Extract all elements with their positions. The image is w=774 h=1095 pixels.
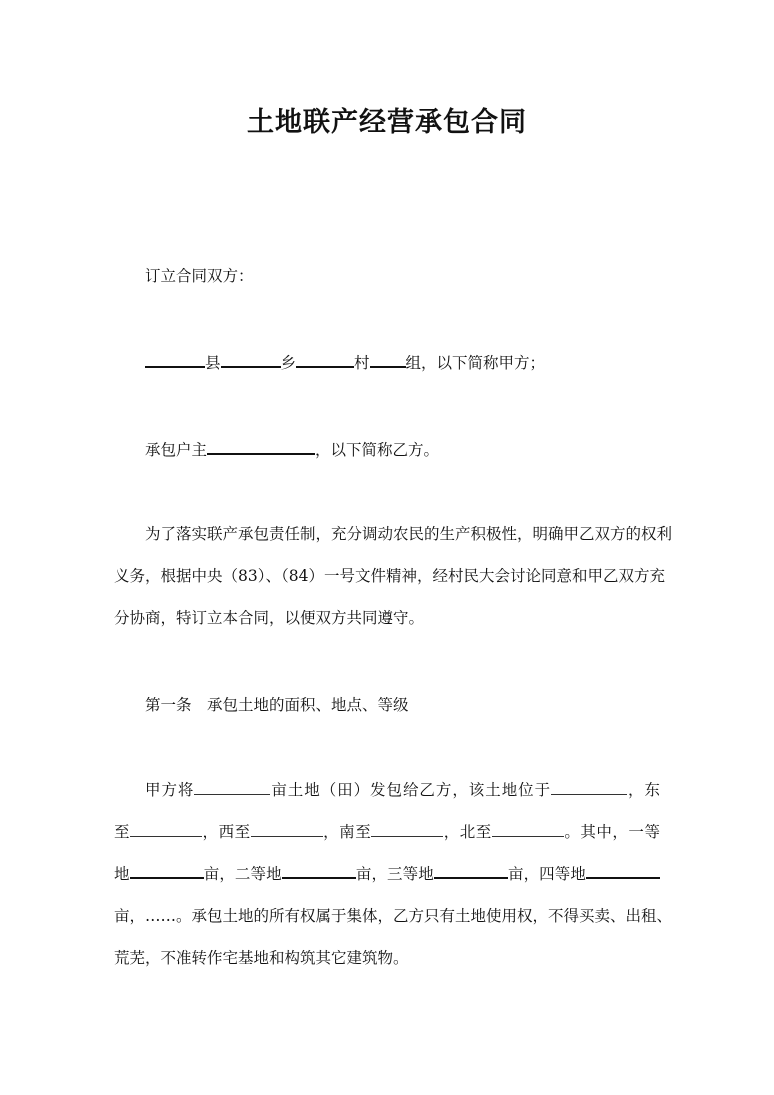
south-boundary-blank[interactable] [371, 835, 443, 837]
text-segment: 至 [114, 823, 131, 841]
article-1-heading: 第一条 承包土地的面积、地点、等级 [145, 696, 409, 714]
east-boundary-blank[interactable] [130, 835, 202, 837]
text-segment: ，东 [627, 781, 660, 799]
text-segment: 地 [114, 865, 130, 883]
article-1-line-3 [114, 853, 660, 895]
article-1-line-1 [114, 769, 660, 811]
text-segment: ，西至 [202, 823, 251, 841]
text-segment: 亩，三等地 [355, 865, 434, 883]
document-title: 土地联产经营承包合同 [247, 107, 527, 138]
village-blank[interactable] [296, 365, 354, 368]
text-segment: ，北至 [443, 823, 492, 841]
west-boundary-blank[interactable] [251, 835, 323, 837]
article-1-line-4: 亩，……。承包土地的所有权属于集体，乙方只有土地使用权，不得买卖、出租、 [114, 907, 673, 925]
preamble-line-1: 为了落实联产承包责任制，充分调动农民的生产积极性，明确甲乙双方的权利 [145, 525, 673, 543]
village-label: 村 [354, 354, 370, 372]
household-head-blank[interactable] [207, 452, 315, 455]
grade-2-area-blank[interactable] [282, 876, 356, 879]
preamble-line-2: 义务，根据中央（83）、（84）一号文件精神，经村民大会讨论同意和甲乙双方充 [114, 567, 665, 585]
text-segment: 亩，四等地 [507, 865, 586, 883]
party-b-line [145, 440, 439, 460]
grade-1-area-blank[interactable] [130, 876, 204, 879]
party-a-line [145, 353, 545, 373]
parties-intro: 订立合同双方： [145, 267, 254, 285]
party-b-suffix: ，以下简称乙方。 [315, 441, 440, 459]
party-b-prefix: 承包户主 [145, 441, 208, 459]
township-label: 乡 [280, 354, 297, 372]
text-segment: 甲方将 [145, 781, 195, 799]
text-segment: 。其中，一等 [563, 823, 660, 841]
text-segment: ，南至 [322, 823, 372, 841]
article-1-line-2 [114, 811, 660, 853]
group-blank[interactable] [370, 365, 406, 368]
text-segment: 亩土地（田）发包给乙方，该土地位于 [270, 781, 552, 799]
text-segment: 亩，二等地 [203, 865, 282, 883]
county-blank[interactable] [145, 365, 205, 368]
article-1-paragraph [114, 769, 673, 979]
preamble-line-3: 分协商，特订立本合同，以便双方共同遵守。 [114, 609, 425, 627]
county-label: 县 [205, 354, 221, 372]
area-blank[interactable] [194, 793, 270, 795]
article-1-line-5: 荒芜，不准转作宅基地和构筑其它建筑物。 [114, 949, 409, 967]
grade-3-area-blank[interactable] [434, 876, 508, 879]
group-suffix: 组，以下简称甲方； [405, 354, 546, 372]
north-boundary-blank[interactable] [492, 835, 564, 837]
location-blank[interactable] [551, 793, 627, 795]
preamble-paragraph [114, 513, 673, 639]
grade-4-area-blank[interactable] [586, 876, 660, 879]
township-blank[interactable] [221, 365, 281, 368]
